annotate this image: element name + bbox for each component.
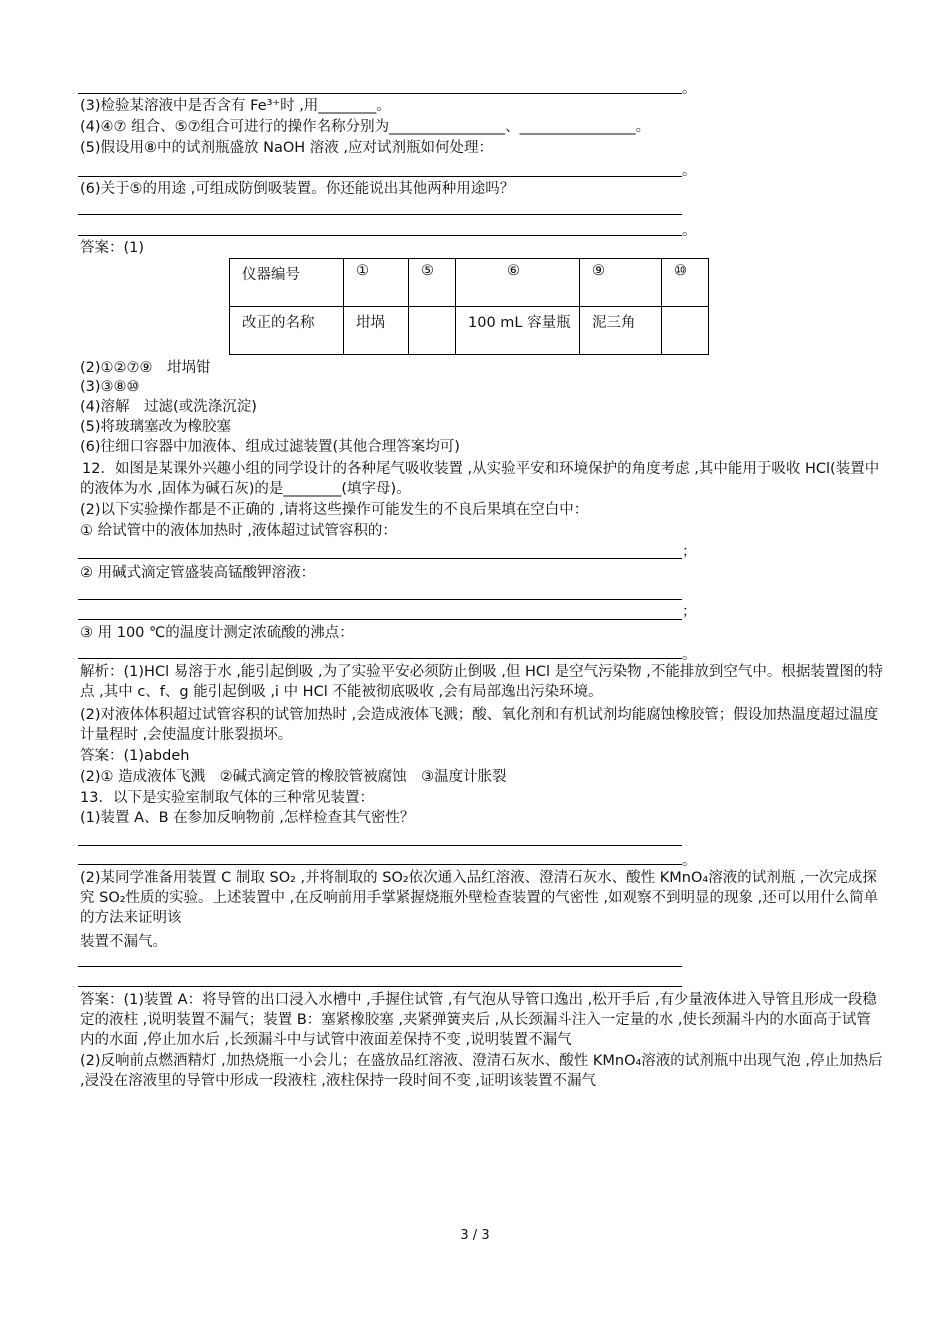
answer-label: 答案：(1)	[80, 240, 145, 256]
table-cell	[662, 307, 709, 355]
answer-line	[78, 619, 682, 620]
q13-part2: (2)某同学准备用装置 C 制取 SO₂ ,并将制取的 SO₂依次通入品红溶液、澄清石灰水、酸性 KMnO₄溶液的试剂瓶 ,一次完成探究 SO₂性质的实验。上述装置中 ,在反响前用手掌紧握烧瓶外壁检查装置的气密性 ,如观察不到明显的现象 ,还可以用什么简单的方法来证明该	[80, 870, 879, 926]
table-cell: 100 mL 容量瓶	[456, 307, 580, 355]
q13-stem: 13．以下是实验室制取气体的三种常见装置：	[80, 790, 374, 806]
table-header-row	[230, 259, 709, 307]
q13-part1: (1)装置 A、B 在参加反响物前 ,怎样检查其气密性？	[80, 810, 415, 826]
table-cell: 改正的名称	[230, 307, 344, 355]
answer11-5: (5)将玻璃塞改为橡胶塞	[80, 419, 232, 435]
table-cell: ⑥	[456, 259, 580, 307]
q11-part6: (6)关于⑤的用途 ,可组成防倒吸装置。你还能说出其他两种用途吗？	[80, 181, 515, 197]
q12-answer-2: (2)① 造成液体飞溅 ②碱式滴定管的橡胶管被腐蚀 ③温度计胀裂	[80, 769, 507, 785]
end-period: 。	[682, 81, 697, 97]
q13-part2-cont: 装置不漏气。	[80, 934, 167, 950]
end-period: 。	[682, 853, 697, 869]
q11-part3: (3)检验某溶液中是否含有 Fe³⁺时 ,用________。	[80, 98, 391, 114]
answer11-3: (3)③⑧⑩	[80, 379, 140, 395]
table-row	[230, 307, 709, 355]
answer-line	[78, 966, 682, 967]
table-cell: ⑤	[409, 259, 456, 307]
q12-item3: ③ 用 100 ℃的温度计测定浓硫酸的沸点：	[80, 625, 354, 641]
end-semicolon: ；	[682, 544, 697, 560]
answer-line	[78, 658, 682, 659]
q12-analysis-2: (2)对液体体积超过试管容积的试管加热时 ,会造成液体飞溅；酸、氧化剂和有机试剂均能腐蚀橡胶管；假设加热温度超过温度计量程时 ,会使温度计胀裂损坏。	[80, 707, 879, 743]
table-cell: ⑨	[580, 259, 662, 307]
answer-line	[78, 845, 682, 846]
answer-line	[78, 864, 682, 865]
answer-line	[78, 558, 682, 559]
table-cell	[409, 307, 456, 355]
q11-part5: (5)假设用⑧中的试剂瓶盛放 NaOH 溶液 ,应对试剂瓶如何处理：	[80, 140, 494, 156]
answer-line	[78, 176, 682, 177]
q12-analysis-1: 解析：(1)HCl 易溶于水 ,能引起倒吸 ,为了实验平安必须防止倒吸 ,但 HCl 是空气污染物 ,不能排放到空气中。根据装置图的特点 ,其中 c、f、g 能引起倒吸 ,i 中 HCl 不能被彻底吸收 ,会有局部逸出污染环境。	[80, 664, 883, 700]
table-cell: 仪器编号	[230, 259, 344, 307]
answer-line	[78, 599, 682, 600]
answer-line	[78, 214, 682, 215]
answer11-2: (2)①②⑦⑨ 坩埚钳	[80, 360, 211, 376]
end-semicolon: ；	[682, 604, 697, 620]
answer11-4: (4)溶解 过滤(或洗涤沉淀)	[80, 399, 257, 415]
q12-part2: (2)以下实验操作都是不正确的 ,请将这些操作可能发生的不良后果填在空白中：	[80, 502, 589, 518]
q12-stem: 12．如图是某课外兴趣小组的同学设计的各种尾气吸收装置 ,从实验平安和环境保护的角度考虑 ,其中能用于吸收 HCl(装置中的液体为水 ,固体为碱石灰)的是________(填字母)。	[80, 461, 880, 497]
q12-item1: ① 给试管中的液体加热时 ,液体超过试管容积的：	[80, 523, 397, 539]
table-cell: 泥三角	[580, 307, 662, 355]
end-period: 。	[682, 223, 697, 239]
answer-table	[229, 258, 709, 355]
end-period: 。	[682, 163, 697, 179]
q11-part4: (4)④⑦ 组合、⑤⑦组合可进行的操作名称分别为________________、________________。	[80, 119, 651, 135]
q12-item2: ② 用碱式滴定管盛装高锰酸钾溶液：	[80, 565, 316, 581]
end-period: 。	[682, 647, 697, 663]
page-number: 3 / 3	[460, 1228, 490, 1243]
answer-line	[78, 986, 682, 987]
q13-answer-2: (2)反响前点燃酒精灯 ,加热烧瓶一小会儿；在盛放品红溶液、澄清石灰水、酸性 KMnO₄溶液的试剂瓶中出现气泡 ,停止加热后 ,浸没在溶液里的导管中形成一段液柱 ,液柱保持一段时间不变 ,证明该装置不漏气	[80, 1053, 883, 1089]
table-cell: ①	[344, 259, 409, 307]
table-cell: 坩埚	[344, 307, 409, 355]
answer11-6: (6)往细口容器中加液体、组成过滤装置(其他合理答案均可)	[80, 439, 460, 455]
answer-line	[78, 235, 682, 236]
q12-answer-1: 答案：(1)abdeh	[80, 748, 190, 764]
answer-line	[78, 93, 682, 94]
q13-answer-1: 答案：(1)装置 A：将导管的出口浸入水槽中 ,手握住试管 ,有气泡从导管口逸出 ,松开手后 ,有少量液体进入导管且形成一段稳定的液柱 ,说明装置不漏气；装置 B：塞紧橡胶塞 ,夹紧弹簧夹后 ,从长颈漏斗注入一定量的水 ,使长颈漏斗内的水面高于试管内的水面 ,停止加水后 ,长颈漏斗中与试管中液面差保持不变 ,说明装置不漏气	[80, 992, 877, 1048]
table-cell: ⑩	[662, 259, 709, 307]
